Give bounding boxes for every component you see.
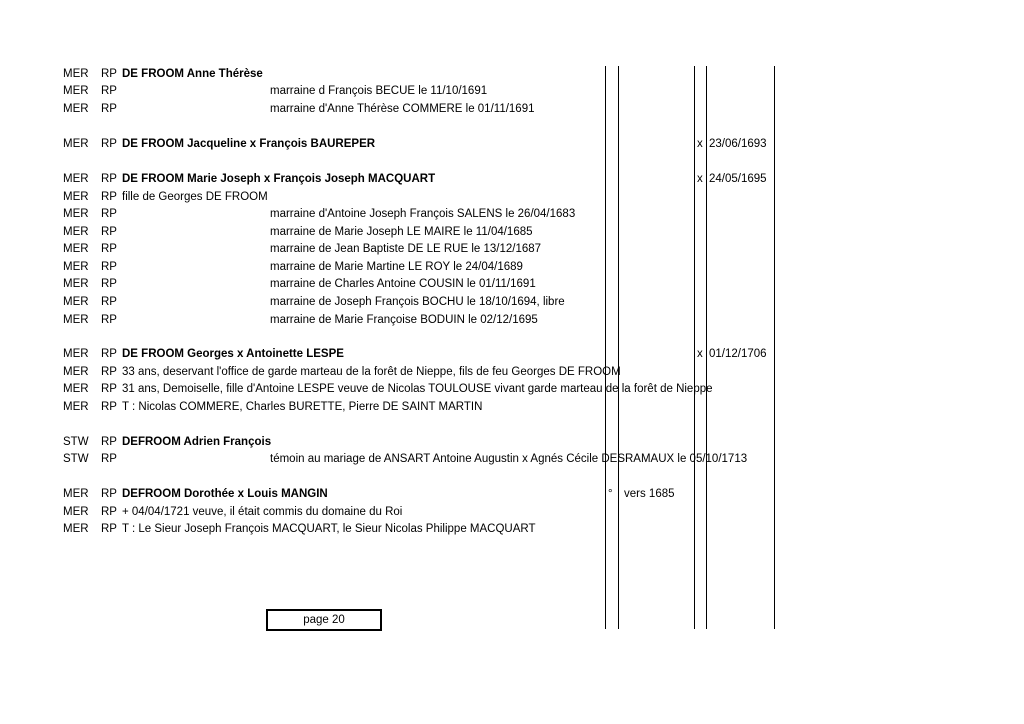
source-code: RP [101, 138, 117, 150]
source-code: RP [101, 383, 117, 395]
parish-code: STW [63, 453, 89, 465]
source-code: RP [101, 488, 117, 500]
parish-code: MER [63, 85, 89, 97]
rule-line-4 [706, 66, 707, 629]
record-text: 33 ans, deservant l'office de garde marteau de la forêt de Nieppe, fils de feu Georges DE FROOM [122, 366, 621, 378]
birth-mark: ° [608, 488, 613, 500]
record-text: marraine d'Anne Thérèse COMMERE le 01/11/1691 [270, 103, 535, 115]
record-text: 31 ans, Demoiselle, fille d'Antoine LESPE veuve de Nicolas TOULOUSE vivant garde marteau de la forêt de Nieppe [122, 383, 713, 395]
record-text: fille de Georges DE FROOM [122, 191, 268, 203]
source-code: RP [101, 103, 117, 115]
page-number: page 20 [303, 614, 345, 626]
person-name: DE FROOM Anne Thérèse [122, 68, 263, 80]
parish-code: MER [63, 68, 89, 80]
parish-code: MER [63, 314, 89, 326]
parish-code: MER [63, 191, 89, 203]
source-code: RP [101, 243, 117, 255]
parish-code: MER [63, 348, 89, 360]
parish-code: MER [63, 278, 89, 290]
page-number-box [266, 609, 382, 631]
parish-code: MER [63, 103, 89, 115]
event-mark: x [697, 348, 703, 360]
parish-code: MER [63, 296, 89, 308]
parish-code: MER [63, 243, 89, 255]
source-code: RP [101, 68, 117, 80]
source-code: RP [101, 278, 117, 290]
source-code: RP [101, 191, 117, 203]
event-mark: x [697, 173, 703, 185]
record-text: marraine d'Antoine Joseph François SALENS le 26/04/1683 [270, 208, 576, 220]
source-code: RP [101, 261, 117, 273]
parish-code: MER [63, 226, 89, 238]
parish-code: MER [63, 208, 89, 220]
source-code: RP [101, 348, 117, 360]
parish-code: MER [63, 401, 89, 413]
source-code: RP [101, 173, 117, 185]
rule-line-5 [774, 66, 775, 629]
person-name: DEFROOM Adrien François [122, 436, 272, 448]
record-text: T : Le Sieur Joseph François MACQUART, le Sieur Nicolas Philippe MACQUART [122, 523, 536, 535]
source-code: RP [101, 523, 117, 535]
event-date: 01/12/1706 [709, 348, 767, 360]
source-code: RP [101, 366, 117, 378]
source-code: RP [101, 296, 117, 308]
record-text: marraine de Charles Antoine COUSIN le 01/11/1691 [270, 278, 536, 290]
person-name: DE FROOM Marie Joseph x François Joseph MACQUART [122, 173, 436, 185]
parish-code: MER [63, 488, 89, 500]
parish-code: MER [63, 506, 89, 518]
source-code: RP [101, 226, 117, 238]
event-date: 24/05/1695 [709, 173, 767, 185]
source-code: RP [101, 401, 117, 413]
parish-code: MER [63, 138, 89, 150]
source-code: RP [101, 506, 117, 518]
record-text: marraine de Marie Joseph LE MAIRE le 11/04/1685 [270, 226, 533, 238]
record-text: marraine de Jean Baptiste DE LE RUE le 13/12/1687 [270, 243, 542, 255]
parish-code: MER [63, 383, 89, 395]
event-date: 23/06/1693 [709, 138, 767, 150]
parish-code: MER [63, 366, 89, 378]
rule-line-1 [605, 66, 606, 629]
person-name: DEFROOM Dorothée x Louis MANGIN [122, 488, 328, 500]
source-code: RP [101, 436, 117, 448]
birth-date: vers 1685 [624, 488, 675, 500]
record-text: témoin au mariage de ANSART Antoine Augustin x Agnés Cécile DESRAMAUX le 05/10/1713 [270, 453, 748, 465]
source-code: RP [101, 314, 117, 326]
parish-code: MER [63, 173, 89, 185]
record-text: marraine de Marie Françoise BODUIN le 02/12/1695 [270, 314, 538, 326]
parish-code: STW [63, 436, 89, 448]
record-text: T : Nicolas COMMERE, Charles BURETTE, Pierre DE SAINT MARTIN [122, 401, 483, 413]
rule-line-3 [694, 66, 695, 629]
record-text: + 04/04/1721 veuve, il était commis du domaine du Roi [122, 506, 403, 518]
person-name: DE FROOM Jacqueline x François BAUREPER [122, 138, 376, 150]
record-text: marraine d François BECUE le 11/10/1691 [270, 85, 488, 97]
parish-code: MER [63, 523, 89, 535]
source-code: RP [101, 453, 117, 465]
event-mark: x [697, 138, 703, 150]
record-text: marraine de Joseph François BOCHU le 18/10/1694, libre [270, 296, 565, 308]
person-name: DE FROOM Georges x Antoinette LESPE [122, 348, 344, 360]
source-code: RP [101, 85, 117, 97]
rule-line-2 [618, 66, 619, 629]
source-code: RP [101, 208, 117, 220]
parish-code: MER [63, 261, 89, 273]
record-text: marraine de Marie Martine LE ROY le 24/04/1689 [270, 261, 523, 273]
